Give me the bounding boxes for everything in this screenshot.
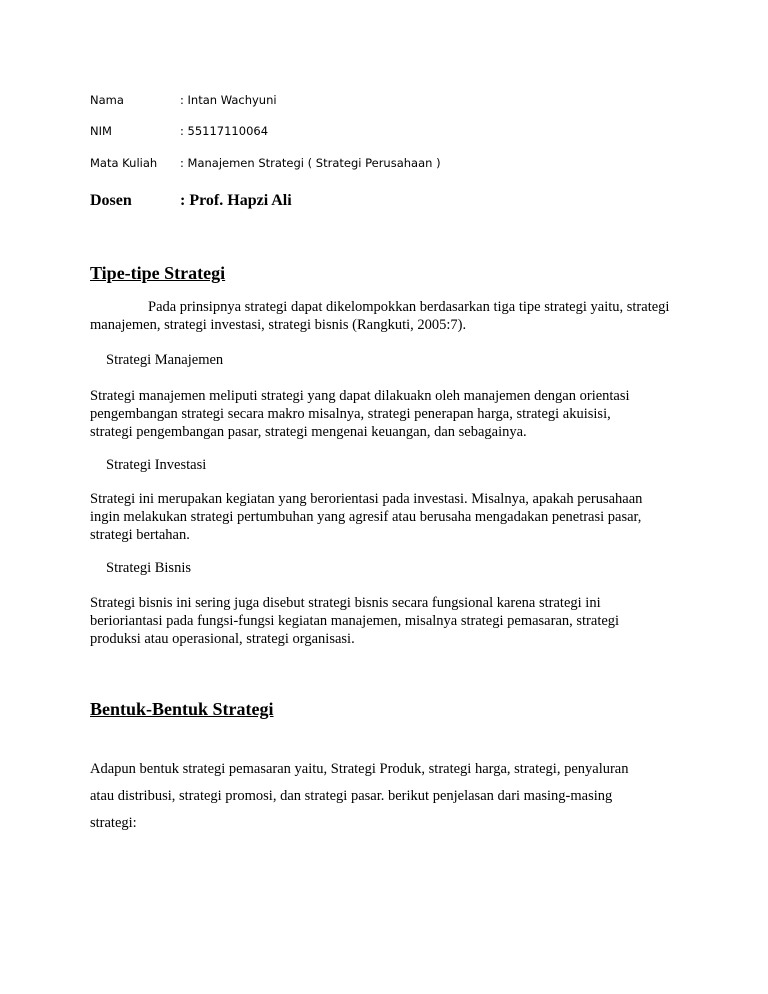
paragraph-line: pengembangan strategi secara makro misalnya, strategi penerapan harga, strategi akuisisi, [90, 406, 611, 422]
paragraph-line: atau distribusi, strategi promosi, dan strategi pasar. berikut penjelasan dari masing-masing [90, 788, 613, 804]
header-nama-row [90, 93, 277, 107]
paragraph-line: Adapun bentuk strategi pemasaran yaitu, Strategi Produk, strategi harga, strategi, penyaluran [90, 761, 629, 777]
paragraph-line: Strategi bisnis ini sering juga disebut strategi bisnis secara fungsional karena strategi ini [90, 595, 601, 611]
subheading-strategi-investasi: Strategi Investasi [106, 457, 207, 473]
section-heading-tipe-strategi: Tipe-tipe Strategi [90, 263, 226, 283]
paragraph-strategi-manajemen [90, 387, 690, 441]
paragraph-line: produksi atau operasional, strategi organisasi. [90, 631, 355, 647]
section-heading-bentuk-strategi: Bentuk-Bentuk Strategi [90, 699, 274, 719]
paragraph-line: ingin melakukan strategi pertumbuhan yang agresif atau berusaha mengadakan penetrasi pasar, [90, 509, 642, 525]
subheading-strategi-bisnis: Strategi Bisnis [106, 560, 191, 576]
header-nim-row [90, 124, 268, 138]
subheading-strategi-manajemen: Strategi Manajemen [106, 352, 224, 368]
intro-paragraph [90, 298, 690, 334]
paragraph-line: berioriantasi pada fungsi-fungsi kegiatan manajemen, misalnya strategi pemasaran, strategi [90, 613, 620, 629]
paragraph-strategi-bisnis [90, 594, 690, 648]
mata-kuliah-label: Mata Kuliah [90, 156, 158, 170]
paragraph-line: strategi: [90, 815, 137, 831]
paragraph-line: strategi bertahan. [90, 527, 190, 543]
nama-label: Nama [90, 93, 124, 107]
dosen-value: : Prof. Hapzi Ali [180, 192, 292, 209]
paragraph-line: strategi pengembangan pasar, strategi mengenai keuangan, dan sebagainya. [90, 424, 527, 440]
paragraph-line: Strategi manajemen meliputi strategi yang dapat dilakuakn oleh manajemen dengan orientasi [90, 388, 630, 404]
paragraph-line: Pada prinsipnya strategi dapat dikelompokkan berdasarkan tiga tipe strategi yaitu, strategi [148, 299, 670, 315]
nama-value: : Intan Wachyuni [180, 93, 277, 107]
paragraph-bentuk-strategi [90, 756, 690, 837]
paragraph-strategi-investasi [90, 490, 690, 544]
dosen-label: Dosen [90, 192, 132, 209]
paragraph-line: Strategi ini merupakan kegiatan yang berorientasi pada investasi. Misalnya, apakah perusahaan [90, 491, 643, 507]
header-dosen-row [90, 192, 292, 210]
nim-label: NIM [90, 124, 112, 138]
paragraph-line: manajemen, strategi investasi, strategi bisnis (Rangkuti, 2005:7). [90, 317, 467, 333]
mata-kuliah-value: : Manajemen Strategi ( Strategi Perusahaan ) [180, 156, 441, 170]
nim-value: : 55117110064 [180, 124, 269, 138]
header-mata-kuliah-row [90, 156, 441, 170]
